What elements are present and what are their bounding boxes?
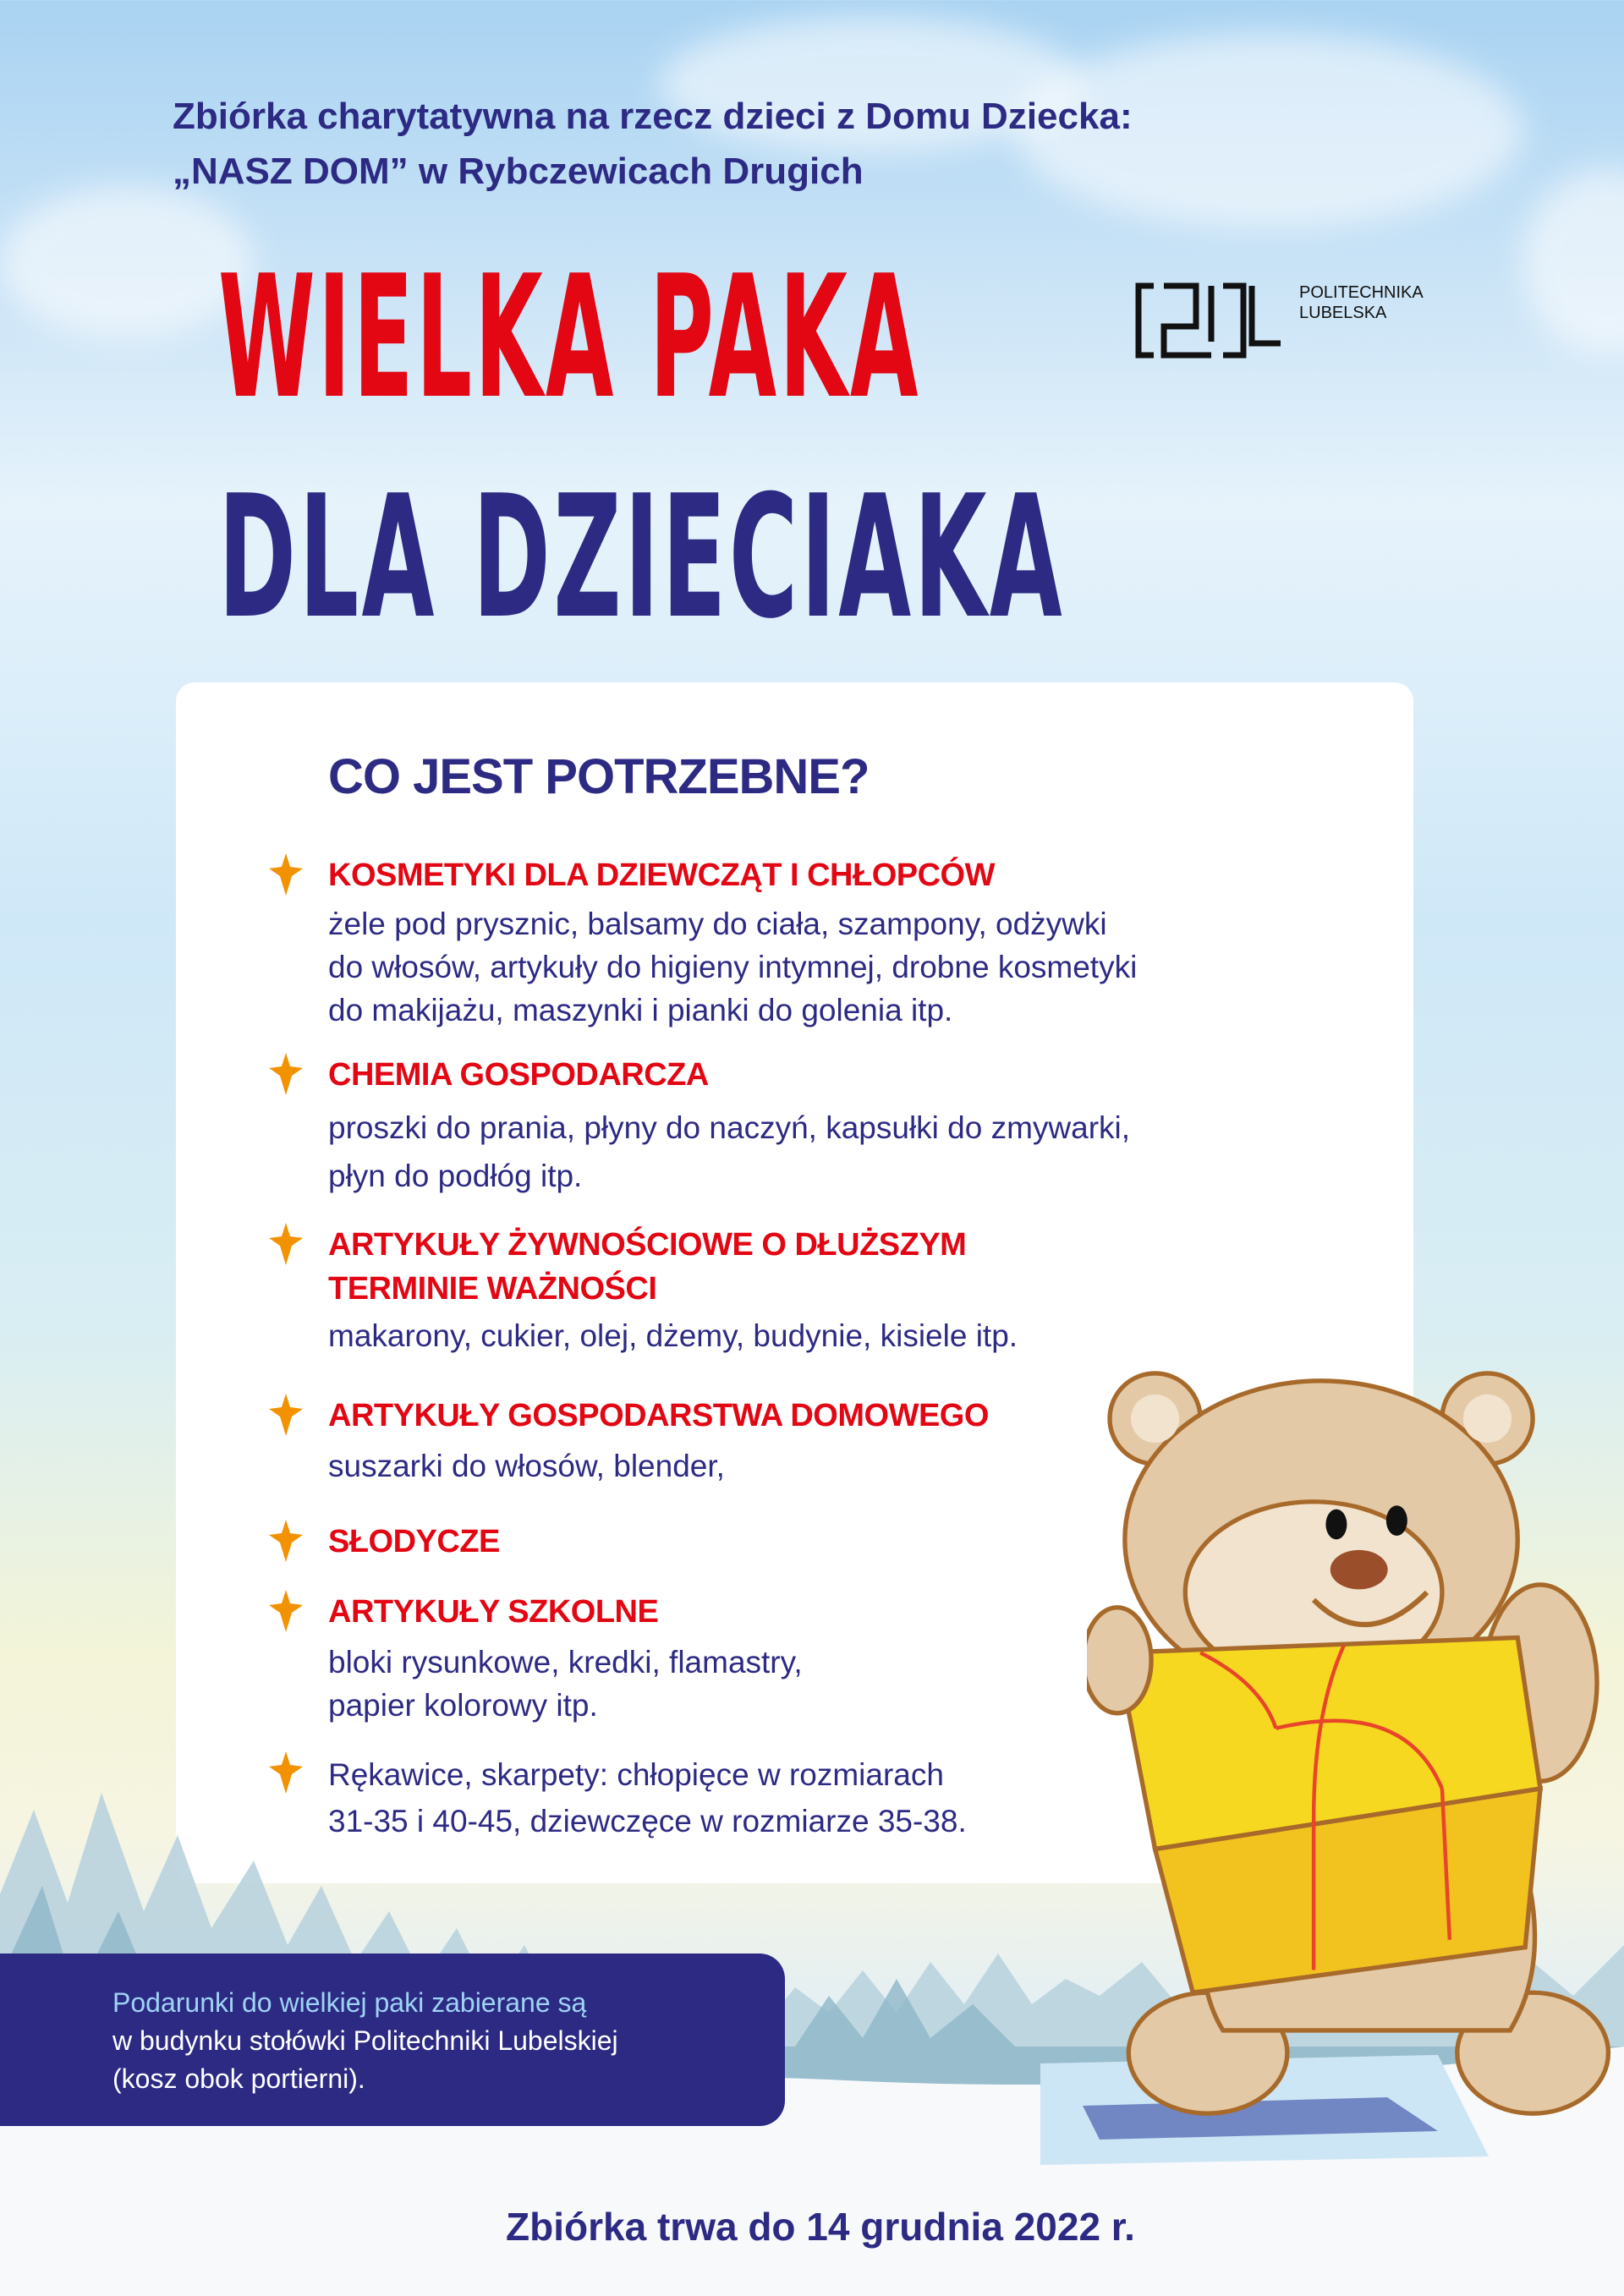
star-icon — [269, 1053, 303, 1095]
cloud — [0, 186, 254, 338]
info-line-3: (kosz obok portierni). — [112, 2063, 365, 2094]
list-item — [328, 1590, 803, 1727]
info-line-1: Podarunki do wielkiej paki zabierane są — [112, 1987, 587, 2018]
item-body: proszki do prania, płyny do naczyń, kapsułki do zmywarki, — [328, 1110, 1131, 1145]
star-icon — [269, 1520, 303, 1562]
item-body: Rękawice, skarpety: chłopięce w rozmiarach — [328, 1757, 944, 1792]
item-title: TERMINIE WAŻNOŚCI — [328, 1271, 657, 1307]
politechnika-logo — [1135, 282, 1283, 359]
item-body: żele pod prysznic, balsamy do ciała, szampony, odżywki — [328, 907, 1107, 941]
item-body: suszarki do włosów, blender, — [328, 1449, 725, 1483]
header-line-2: „NASZ DOM” w Rybczewicach Drugich — [173, 151, 864, 192]
item-body: do włosów, artykuły do higieny intymnej, drobne kosmetyki — [328, 950, 1138, 984]
info-line-2: w budynku stołówki Politechniki Lubelskiej — [112, 2025, 618, 2056]
logo-text — [1299, 282, 1424, 323]
item-title: ARTYKUŁY GOSPODARSTWA DOMOWEGO — [328, 1398, 989, 1433]
list-item — [328, 1223, 1018, 1357]
item-body: papier kolorowy itp. — [328, 1688, 598, 1723]
item-body: makarony, cukier, olej, dżemy, budynie, kisiele itp. — [328, 1318, 1018, 1353]
star-icon — [269, 1751, 303, 1794]
list-item — [328, 1053, 1130, 1200]
item-title: ARTYKUŁY SZKOLNE — [328, 1594, 659, 1630]
list-item — [328, 853, 1137, 1032]
item-body: płyn do podłóg itp. — [328, 1159, 583, 1193]
needs-heading: CO JEST POTRZEBNE? — [328, 749, 870, 804]
dropoff-info-box — [0, 1954, 785, 2126]
item-body: do makijażu, maszynki i pianki do golenia itp. — [328, 993, 953, 1027]
logo-line-2: LUBELSKA — [1299, 304, 1387, 322]
list-item — [328, 1751, 967, 1844]
star-icon — [269, 853, 303, 896]
teddy-bear-with-gift-illustration — [1087, 1366, 1620, 2129]
star-icon — [269, 1394, 303, 1436]
list-item — [328, 1520, 500, 1564]
logo-line-1: POLITECHNIKA — [1299, 283, 1424, 302]
item-title: KOSMETYKI DLA DZIEWCZĄT I CHŁOPCÓW — [328, 858, 995, 893]
item-body: 31-35 i 40-45, dziewczęce w rozmiarze 35-38. — [328, 1804, 967, 1838]
list-item — [328, 1394, 989, 1488]
title-line-1: WIELKA PAKA — [218, 239, 921, 436]
item-body: bloki rysunkowe, kredki, flamastry, — [328, 1645, 803, 1680]
item-title: CHEMIA GOSPODARCZA — [328, 1057, 709, 1093]
deadline-footer: Zbiórka trwa do 14 grudnia 2022 r. — [506, 2205, 1135, 2249]
item-title: ARTYKUŁY ŻYWNOŚCIOWE O DŁUŻSZYM — [328, 1227, 967, 1263]
cloud — [1522, 169, 1624, 355]
star-icon — [269, 1223, 303, 1265]
title-line-2: DLA DZIECIAKA — [218, 459, 1066, 656]
star-icon — [269, 1590, 303, 1632]
header-line-1: Zbiórka charytatywna na rzecz dzieci z Domu Dziecka: — [173, 96, 1133, 137]
item-title: SŁODYCZE — [328, 1524, 500, 1559]
